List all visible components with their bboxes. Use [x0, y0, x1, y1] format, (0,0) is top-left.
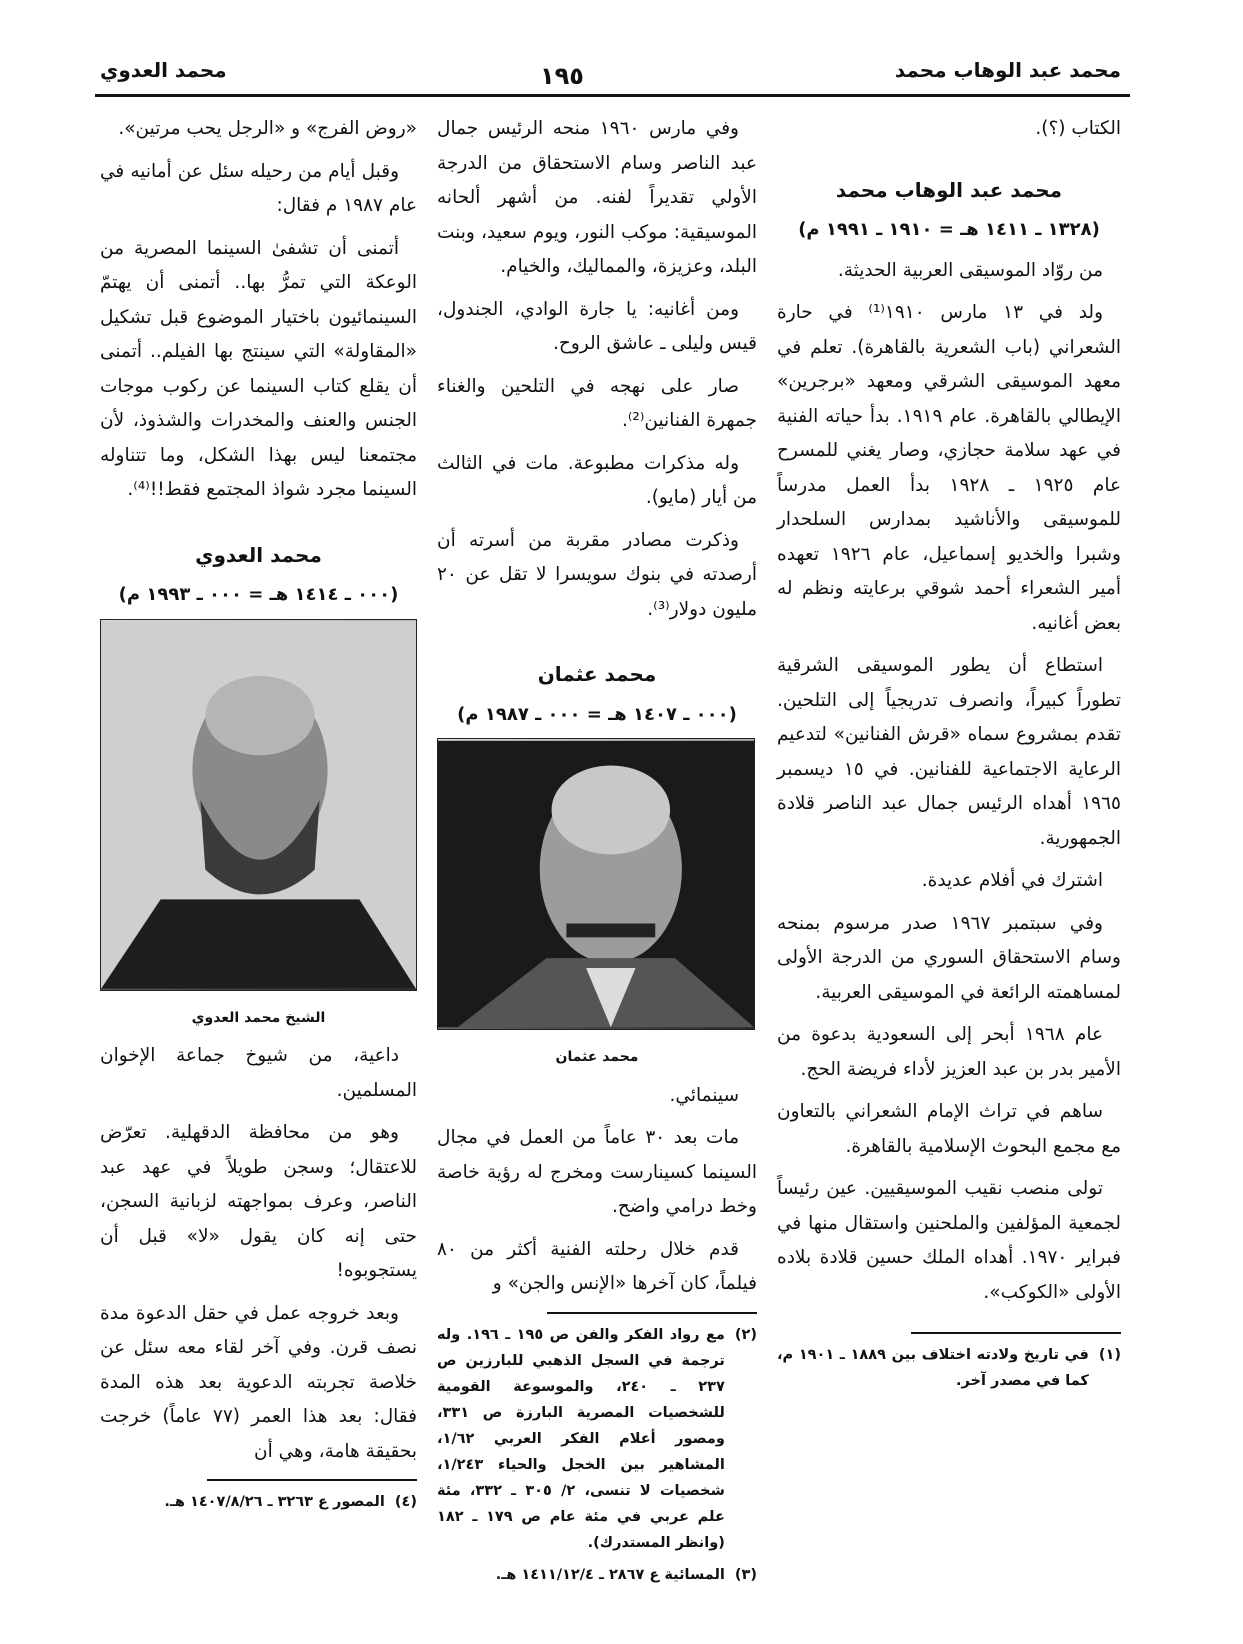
entry-title: محمد العدوي — [195, 542, 322, 567]
photo-caption: محمد عثمان — [555, 1049, 639, 1065]
running-header-left: محمد العدوي — [100, 58, 227, 82]
left-column — [100, 112, 417, 1515]
portrait-photo — [100, 619, 417, 991]
footnote-text: المصور ع ٣٢٦٣ ـ ١٤٠٧/٨/٢٦ هـ. — [164, 1494, 385, 1510]
running-header-right: محمد عبد الوهاب محمد — [894, 58, 1121, 82]
portrait-illustration — [438, 739, 754, 1029]
entry-dates: (٠٠٠ ـ ١٤٠٧ هـ = ٠٠٠ ـ ١٩٨٧ م) — [457, 703, 737, 725]
footnote-text: في تاريخ ولادته اختلاف بين ١٨٨٩ ـ ١٩٠١ م، كما في مصدر آخر. — [777, 1347, 1089, 1389]
portrait-photo — [437, 738, 755, 1030]
paragraph: من روّاد الموسيقى العربية الحديثة. — [837, 259, 1103, 281]
entry-title: محمد عبد الوهاب محمد — [835, 177, 1063, 202]
paragraph: وقبل أيام من رحيله سئل عن أمانيه في عام ١٩٨٧ م فقال: — [100, 160, 417, 216]
paragraph: «روض الفرج» و «الرجل يحب مرتين». — [118, 118, 417, 139]
intro-text: الكتاب (؟). — [1035, 118, 1121, 139]
paragraph: ساهم في تراث الإمام الشعراني بالتعاون مع مجمع البحوث الإسلامية بالقاهرة. — [777, 1101, 1121, 1157]
footnote-text: مع رواد الفكر والفن ص ١٩٥ ـ ١٩٦. وله ترجمة في السجل الذهبي للبارزين ص ٢٣٧ ـ ٢٤٠، والموسوعة القومية للشخصيات المصرية البارزة ص ٣٣١، ومصور أعلام الفكر العربي ١/٦٢، المشاهير بين الخجل والحياء ١/٢٤٣، شخصيات لا تنسى، ٢/ ٣٠٥ ـ ٣٣٢، مئة علم عربي في مئة عام ص ١٧٩ ـ ١٨٢ (وانظر المستدرك). — [437, 1326, 725, 1551]
paragraph: وفي مارس ١٩٦٠ منحه الرئيس جمال عبد الناصر وسام الاستحقاق من الدرجة الأولي تقديراً لفنه. من أشهر ألحانه الموسيقية: موكب النور، ويوم سعيد، وبنت البلد، وعزيزة، والمماليك، والخيام. — [437, 118, 757, 277]
paragraph: ومن أغانيه: يا جارة الوادي، الجندول، قيس وليلى ـ عاشق الروح. — [437, 298, 757, 354]
entry-dates: (١٣٢٨ ـ ١٤١١ هـ = ١٩١٠ ـ ١٩٩١ م) — [798, 219, 1100, 240]
paragraph: وذكرت مصادر مقربة من أسرته أن أرصدته في بنوك سويسرا لا تقل عن ٢٠ مليون دولار⁽³⁾. — [437, 529, 757, 620]
header-rule — [95, 94, 1130, 97]
paragraph: داعية، من شيوخ جماعة الإخوان المسلمين. — [100, 1045, 417, 1101]
paragraph: وهو من محافظة الدقهلية. تعرّض للاعتقال؛ وسجن طويلاً في عهد عبد الناصر، وعرف بمواجهته لزبانية السجن، حتى إنه كان يقول «لا» قبل أن يستجوبوه! — [100, 1122, 417, 1281]
paragraph: وفي سبتمبر ١٩٦٧ صدر مرسوم بمنحه وسام الاستحقاق السوري من الدرجة الأولى لمساهمته الرائعة في الموسيقى العربية. — [777, 912, 1121, 1003]
footnote-number: (٣) — [734, 1566, 757, 1583]
footnote — [437, 1562, 757, 1588]
paragraph: سينمائي. — [669, 1084, 739, 1106]
paragraph: أتمنى أن تشفىٰ السينما المصرية من الوعكة التي تمرُّ بها.. أتمنى أن يهتمّ السينمائيون باختيار الموضوع قبل تشكيل «المقاولة» التي سينتج بها الفيلم.. أتمنى أن يقلع كتاب السينما عن ركوب موجات الجنس والعنف والمخدرات والشذوذ، لأن مجتمعنا ليس بهذا الشكل، وما تتناوله السينما مجرد شواذ المجتمع فقط!!⁽⁴⁾. — [100, 237, 417, 500]
right-column — [777, 112, 1121, 1394]
portrait-illustration — [101, 620, 416, 990]
paragraph: اشترك في أفلام عديدة. — [921, 870, 1103, 891]
entry-title: محمد عثمان — [537, 662, 657, 686]
footnote-rule — [911, 1332, 1121, 1334]
footnote — [777, 1342, 1121, 1394]
photo-caption: الشيخ محمد العدوي — [191, 1009, 326, 1026]
footnote-text: المسائية ع ٢٨٦٧ ـ ١٤١١/١٢/٤ هـ. — [495, 1566, 725, 1583]
footnote-rule — [207, 1479, 417, 1481]
page-number: ١٩٥ — [540, 62, 584, 90]
footnote-number: (١) — [1098, 1347, 1121, 1363]
footnote-number: (٢) — [734, 1326, 757, 1343]
footnote — [100, 1489, 417, 1515]
paragraph: عام ١٩٦٨ أبحر إلى السعودية بدعوة من الأمير بدر بن عبد العزيز لأداء فريضة الحج. — [777, 1024, 1121, 1080]
paragraph: ولد في ١٣ مارس ١٩١٠⁽¹⁾ في حارة الشعراني (باب الشعرية بالقاهرة). تعلم في معهد الموسيقى الشرقي ومعهد «برجرين» الإيطالي بالقاهرة. عام ١٩١٩. بدأ حياته الفنية في عهد سلامة حجازي، وصار يغني للمسرح عام ١٩٢٥ ـ ١٩٢٨ بدأ العمل مدرساً للموسيقى والأناشيد بمدارس السلحدار وشبرا والخديو إسماعيل، عام ١٩٢٦ تعهده أمير الشعراء أحمد شوقي برعايته ونظم له بعض أغانيه. — [777, 302, 1121, 634]
paragraph: مات بعد ٣٠ عاماً من العمل في مجال السينما كسينارست ومخرج له رؤية خاصة وخط درامي واضح. — [437, 1127, 757, 1217]
entry-dates: (٠٠٠ ـ ١٤١٤ هـ = ٠٠٠ ـ ١٩٩٣ م) — [118, 584, 399, 605]
paragraph: استطاع أن يطور الموسيقى الشرقية تطوراً كبيراً، وانصرف تدريجياً إلى التلحين. تقدم بمشروع سماه «قرش الفنانين» لتدعيم الرعاية الاجتماعية للفنانين. في ١٥ ديسمبر ١٩٦٥ أهداه الرئيس جمال عبد الناصر قلادة الجمهورية. — [777, 655, 1121, 849]
paragraph: تولى منصب نقيب الموسيقيين. عين رئيساً لجمعية المؤلفين والملحنين واستقال منها في فبراير ١٩٧٠. أهداه الملك حسين قلادة بلاده الأولى «الكوكب». — [777, 1178, 1122, 1303]
paragraph: صار على نهجه في التلحين والغناء جمهرة الفنانين⁽²⁾. — [437, 375, 757, 431]
footnote — [437, 1322, 757, 1556]
footnote-rule — [547, 1312, 757, 1314]
paragraph: قدم خلال رحلته الفنية أكثر من ٨٠ فيلماً، كان آخرها «الإنس والجن» و — [437, 1238, 757, 1294]
footnote-number: (٤) — [394, 1494, 417, 1510]
paragraph: وبعد خروجه عمل في حقل الدعوة مدة نصف قرن. وفي آخر لقاء معه سئل عن خلاصة تجربته الدعوية بعد هذه المدة فقال: بعد هذا العمر (٧٧ عاماً) خرجت بحقيقة هامة، وهي أن — [100, 1302, 417, 1462]
paragraph: وله مذكرات مطبوعة. مات في الثالث من أيار (مايو). — [437, 452, 757, 508]
middle-column — [437, 112, 757, 1588]
